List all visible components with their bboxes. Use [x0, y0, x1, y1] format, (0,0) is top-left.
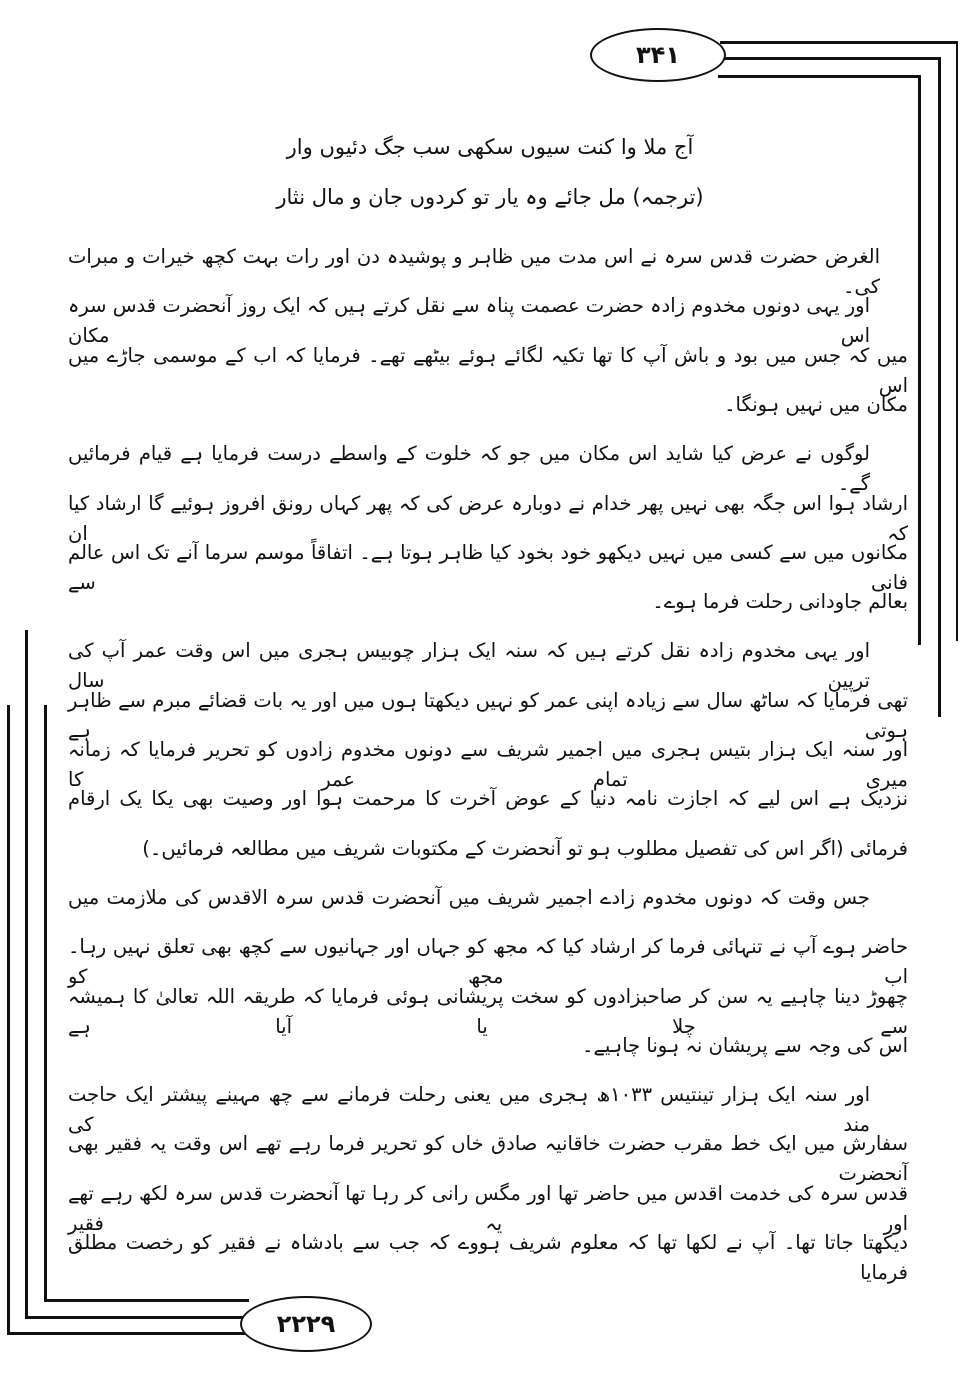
frame-top-line-middle — [722, 57, 940, 60]
frame-bottom-line-inner — [44, 1299, 249, 1302]
frame-right-line-inner — [918, 75, 921, 645]
body-line: اور یہی مخدوم زادہ نقل کرتے ہیں کہ سنہ ایک ہزار چوبیس ہجری میں اس وقت عمر آپ کی ترپین سال — [68, 639, 870, 693]
body-line: مکان میں نہیں ہونگا۔ — [724, 392, 908, 416]
body-line: تھی فرمایا کہ ساٹھ سال سے زیادہ اپنی عمر کو نہیں دیکھتا ہوں میں اور یہ بات قضائے مبرم سے ظاہر ہوتی ہے — [68, 688, 908, 742]
page-number-bottom: ۲۲۲۹ — [240, 1296, 372, 1352]
body-line: اور سنہ ایک ہزار تینتیس ۱۰۳۳ھ ہجری میں یعنی رحلت فرمانے سے چھ مہینے پیشتر ایک حاجت مند کی — [68, 1083, 870, 1137]
body-line: بعالم جاودانی رحلت فرما ہوے۔ — [652, 590, 908, 614]
body-line: دیکھتا جاتا تھا۔ آپ نے لکھا تھا کہ معلوم شریف ہووے کہ جب سے بادشاہ نے فقیر کو رخصت مطلق فرمایا — [68, 1231, 908, 1284]
frame-bottom-line-outer — [7, 1332, 247, 1335]
body-line: قدس سرہ کی خدمت اقدس میں حاضر تھا اور مگس رانی کر رہا تھا آنحضرت قدس سرہ لکھ رہے تھے اور یہ فقیر — [68, 1181, 908, 1235]
frame-top-line-outer — [720, 41, 958, 44]
frame-bottom-line-middle — [25, 1316, 245, 1319]
frame-left-line-middle — [25, 630, 28, 1318]
frame-left-line-inner — [44, 705, 47, 1301]
body-line: جس وقت کہ دونوں مخدوم زادے اجمیر شریف میں آنحضرت قدس سرہ الاقدس کی ملازمت میں — [68, 885, 870, 909]
page-number-top: ۳۴۱ — [590, 28, 726, 82]
frame-left-line-outer — [7, 705, 10, 1335]
body-line: اس کی وجہ سے پریشان نہ ہونا چاہیے۔ — [582, 1033, 908, 1057]
body-line: فرمائی (اگر اس کی تفصیل مطلوب ہو تو آنحضرت کے مکتوبات شریف میں مطالعہ فرمائیں۔) — [142, 836, 908, 860]
verse-line-2-translation: (ترجمہ) مل جائے وہ یار تو کردوں جان و مال نثار — [276, 185, 704, 209]
body-line: چھوڑ دینا چاہیے یہ سن کر صاحبزادوں کو سخت پریشانی ہوئی فرمایا کہ طریقہ اللہ تعالیٰ کا ہمیشہ سے چلا یا آیا ہے — [68, 984, 908, 1038]
frame-right-line-middle — [938, 57, 941, 717]
verse-line-1: آج ملا وا کنت سیوں سکھی سب جگ دئیوں وار — [286, 135, 694, 159]
body-line: اور سنہ ایک ہزار بتیس ہجری میں اجمیر شریف سے دونوں مخدوم زادوں کو تحریر فرمایا کہ زمانہ میری تمام عمر کا — [68, 738, 908, 791]
body-line: میں کہ جس میں بود و باش آپ کا تھا تکیہ لگائے ہوئے بیٹھے تھے۔ فرمایا کہ اب کے موسمی جاڑے میں اس — [68, 343, 908, 397]
body-line: ارشاد ہوا اس جگہ بھی نہیں پھر خدام نے دوبارہ عرض کی کہ پھر کہاں رونق افروز ہوئیے گا ارشاد کیا کہ ان — [68, 491, 908, 545]
body-line: الغرض حضرت قدس سرہ نے اس مدت میں ظاہر و پوشیدہ دن اور رات بہت کچھ خیرات و مبرات کی۔ — [68, 245, 880, 298]
body-line: اور یہی دونوں مخدوم زادہ حضرت عصمت پناہ سے نقل کرتے ہیں کہ ایک روز آنحضرت قدس سرہ اس مکان — [68, 294, 870, 348]
body-line: لوگوں نے عرض کیا شاید اس مکان میں جو کہ خلوت کے واسطے درست فرمایا ہے قیام فرمائیں گے۔ — [68, 442, 870, 496]
body-line: مکانوں میں سے کسی میں نہیں دیکھو خود بخود کیا ظاہر ہوتا ہے۔ اتفاقاً موسم سرما آنے تک اس عالم فانی سے — [68, 540, 908, 594]
frame-top-line-inner — [718, 75, 920, 78]
body-line: حاضر ہوے آپ نے تنہائی فرما کر ارشاد کیا کہ مجھ کو جہاں اور جہانیوں سے کچھ بھی تعلق نہیں رہا۔ اب مجھ کو — [68, 935, 908, 989]
body-line: نزدیک ہے اس لیے کہ اجازت نامہ دنیا کے عوض آخرت کا مرحمت ہوا اور وصیت بھی یکا یک ارقام — [68, 787, 908, 811]
body-line: سفارش میں ایک خط مقرب حضرت خاقانیہ صادق خاں کو تحریر فرما رہے تھے اس وقت یہ فقیر بھی آنحضرت — [68, 1132, 908, 1186]
frame-right-line-outer — [956, 41, 959, 641]
